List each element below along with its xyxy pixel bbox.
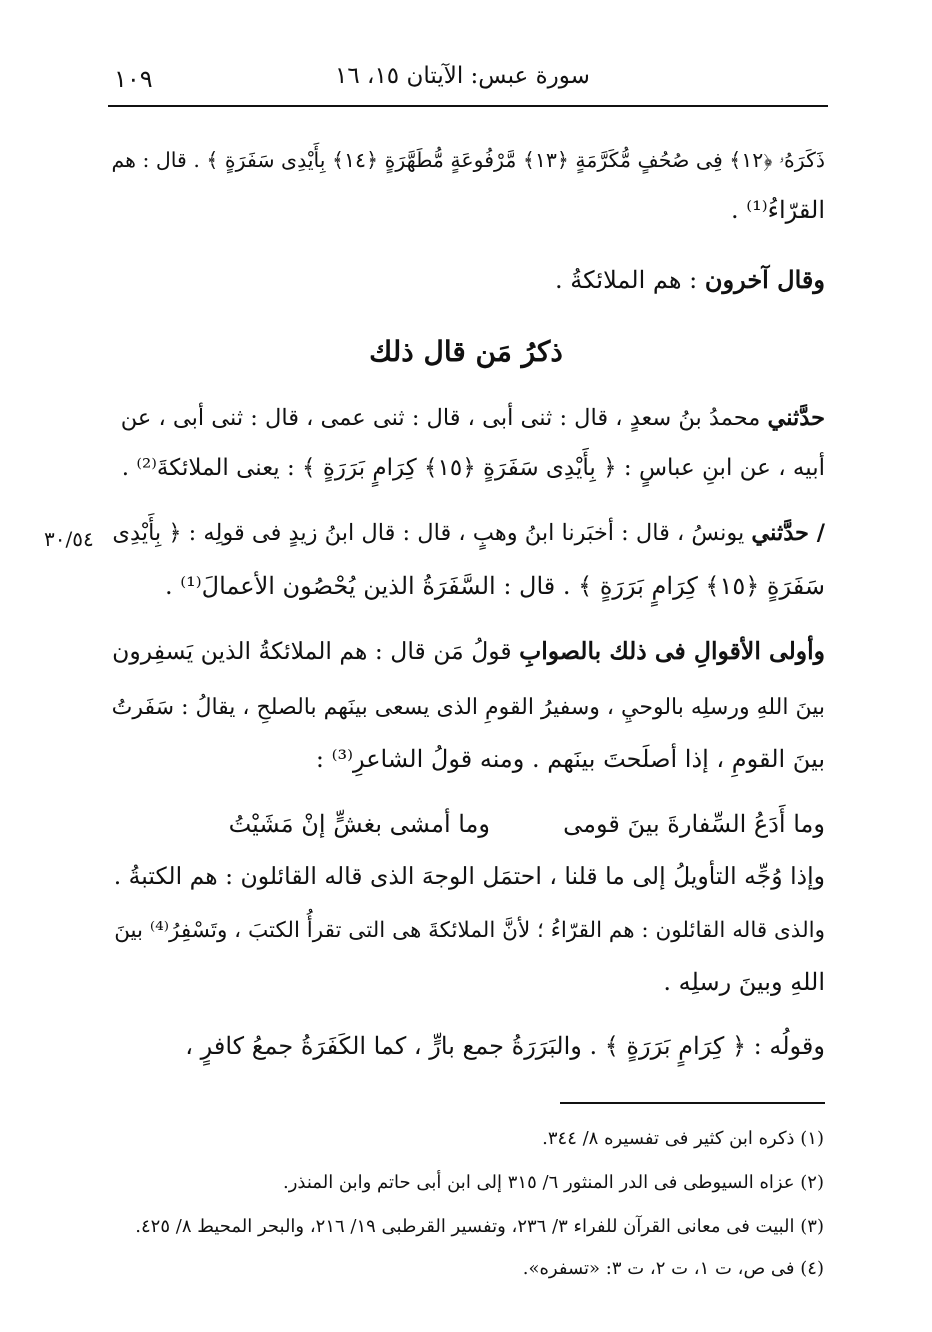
hadith-opening-2: / حدَّثني — [751, 520, 825, 546]
text-line-2: القرّاءُ⁽¹⁾ . — [731, 196, 825, 224]
preferred-opinion-label: وأولى الأقوالِ فى ذلك بالصوابِ — [519, 637, 825, 665]
verse-first-hemistich: وما أَدَعُ السِّفارةَ بينَ قومى — [563, 810, 825, 838]
text-line-8 — [112, 637, 825, 665]
text-line-3-rest: : هم الملائكةُ . — [555, 266, 705, 294]
text-line-3 — [555, 265, 825, 294]
text-line-12: والذى قاله القائلون : هم القرّاءُ ؛ لأنَّ الملائكةَ هى التى تقرأُ الكتبَ ، وتَسْفِرُ⁽⁴⁾ بينَ — [114, 918, 825, 943]
running-title: سورة عبس: الآيتان ١٥، ١٦ — [335, 63, 590, 89]
text-line-11: وإذا وُجِّه التأويلُ إلى ما قلنا ، احتمَل الوجهَ الذى قاله القائلون : هم الكتبةُ . — [113, 862, 825, 890]
margin-reference: ٣٠/٥٤ — [44, 527, 94, 551]
text-line-13: اللهِ وبينَ رسلِه . — [663, 968, 825, 996]
hadith-opening: حدَّثني — [767, 405, 825, 431]
text-line-5: أبيه ، عن ابنِ عباسٍ : ﴿ بِأَيْدِى سَفَرَةٍ ﴿١٥﴾ كِرَامٍ بَرَرَةٍ ﴾ : يعنى الملائكةَ⁽²⁾ . — [121, 455, 825, 481]
speaker-label: وقال آخرون — [704, 265, 825, 294]
footnote-4: (٤) فى ص، ت ١، ت ٢، ت ٣: «تسفره». — [522, 1258, 824, 1279]
footnote-1: (١) ذكره ابن كثير فى تفسيره ٨/ ٣٤٤. — [542, 1128, 824, 1149]
text-line-4 — [121, 405, 825, 431]
text-line-10: بينَ القومِ ، إذا أصلَحتَ بينَهم . ومنه قولُ الشاعرِ⁽³⁾ : — [315, 745, 825, 773]
page-number: ١٠٩ — [114, 65, 153, 93]
text-line-9: بينَ اللهِ ورسلِه بالوحيِ ، وسفيرُ القومِ الذى يسعى بينَهم بالصلحِ ، يقالُ : سَفَرتُ — [111, 695, 825, 720]
footnote-3: (٣) البيت فى معانى القرآن للفراء ٣/ ٢٣٦، وتفسير القرطبى ١٩/ ٢١٦، والبحر المحيط ٨/ ٤٢٥. — [135, 1216, 824, 1237]
text-line-7: سَفَرَةٍ ﴿١٥﴾ كِرَامٍ بَرَرَةٍ ﴾ . قال : السَّفَرَةُ الذين يُحْصُون الأعمالَ⁽¹⁾ . — [164, 572, 825, 600]
text-line-6 — [112, 520, 825, 546]
text-line-14: وقولُه : ﴿ كِرَامٍ بَرَرَةٍ ﴾ . والبَرَرَةُ جمع بارٍّ ، كما الكَفَرَةُ جمعُ كافرٍ ، — [185, 1032, 825, 1060]
main-text — [110, 0, 825, 1100]
text-line-4-rest: محمدُ بنُ سعدٍ ، قال : ثنى أبى ، قال : ثنى عمى ، قال : ثنى أبى ، عن — [120, 405, 768, 431]
text-line-1: ذَكَرَهُۥ ﴿١٢﴾ فِى صُحُفٍ مُّكَرَّمَةٍ ﴿١٣﴾ مَّرْفُوعَةٍ مُّطَهَّرَةٍ ﴿١٤﴾ بِأَيْدِى سَفَرَةٍ ﴾ . قال : هم — [111, 148, 825, 172]
section-heading: ذكرُ مَن قال ذلك — [369, 335, 563, 368]
footnote-2: (٢) عزاه السيوطى فى الدر المنثور ٦/ ٣١٥ إلى ابن أبى حاتم وابن المنذر. — [283, 1172, 824, 1193]
text-line-6-rest: يونسُ ، قال : أخبَرنا ابنُ وهبٍ ، قال : قال ابنُ زيدٍ فى قولِه : ﴿ بِأَيْدِى — [112, 520, 752, 546]
footnote-rule — [560, 1102, 825, 1104]
text-line-8-rest: قولُ مَن قال : هم الملائكةُ الذين يَسفِرون — [112, 637, 520, 665]
verse-second-hemistich: وما أمشى بغشٍّ إنْ مَشَيْتُ — [228, 810, 490, 838]
